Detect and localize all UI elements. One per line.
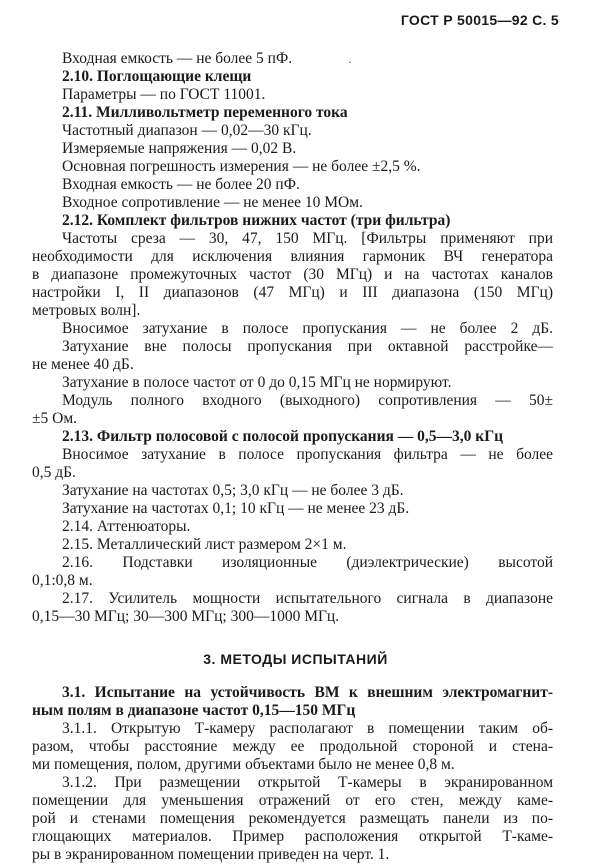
text-line: 2.14. Аттенюаторы.	[62, 518, 191, 535]
text-line: Частоты среза — 30, 47, 150 МГц. [Фильтры применяют при	[62, 230, 553, 247]
text-line: Вносимое затухание в полосе пропускания — не более 2 дБ.	[62, 320, 553, 337]
text-line: 3.1.2. При размещении открытой Т-камеры в экранированном	[62, 774, 553, 791]
text-line: Вносимое затухание в полосе пропускания фильтра — не более	[62, 446, 553, 463]
text-line: 3.1.1. Открытую Т-камеру располагают в помещении таким об-	[62, 720, 553, 737]
text-line: разом, чтобы расстояние между ее продольной стороной и стена-	[32, 738, 553, 755]
text-line: Входная емкость — не более 20 пФ.	[62, 176, 300, 193]
text-line: Затухание на частотах 0,1; 10 кГц — не менее 23 дБ.	[62, 500, 410, 517]
text-line: Основная погрешность измерения — не более ±2,5 %.	[62, 158, 421, 175]
text-line: 0,15—30 МГц; 30—300 МГц; 300—1000 МГц.	[32, 608, 340, 625]
page-header: ГОСТ Р 50015—92 С. 5	[400, 12, 559, 28]
text-line: Параметры — по ГОСТ 11001.	[62, 86, 266, 103]
text-line: Входная емкость — не более 5 пФ.	[62, 50, 293, 67]
text-line: Затухание вне полосы пропускания при октавной расстройке—	[62, 338, 553, 355]
text-line: ±5 Ом.	[32, 410, 78, 427]
text-line: Входное сопротивление — не менее 10 МОм.	[62, 194, 363, 211]
section-heading: 2.11. Милливольтметр переменного тока	[62, 104, 348, 121]
text-line: настройки I, II диапазонов (47 МГц) и III диапазона (150 МГц)	[32, 284, 553, 301]
subsection-heading: 3.1. Испытание на устойчивость ВМ к внешним электромагнит-	[62, 684, 553, 701]
text-line: Затухание в полосе частот от 0 до 0,15 МГц не нормируют.	[62, 374, 452, 391]
text-line: 2.17. Усилитель мощности испытательного сигнала в диапазоне	[62, 590, 553, 607]
section-heading: 2.12. Комплект фильтров нижних частот (три фильтра)	[62, 212, 451, 229]
text-line: ры в экранированном помещении приведен на черт. 1.	[32, 846, 390, 863]
speck-mark: ·	[348, 55, 352, 69]
text-line: в диапазоне промежуточных частот (30 МГц) и на частотах каналов	[32, 266, 553, 283]
text-line: ми помещения, полом, другими объектами было не менее 0,8 м.	[32, 756, 455, 773]
text-line: 0,5 дБ.	[32, 464, 76, 481]
text-line: метровых волн].	[32, 302, 141, 319]
text-line: 0,1:0,8 м.	[32, 572, 93, 589]
subsection-heading: ным полям в диапазоне частот 0,15—150 МГц	[32, 702, 356, 719]
text-line: 2.15. Металлический лист размером 2×1 м.	[62, 536, 347, 553]
text-line: Измеряемые напряжения — 0,02 В.	[62, 140, 297, 157]
text-line: не менее 40 дБ.	[32, 356, 134, 373]
text-line: 2.16. Подставки изоляционные (диэлектрические) высотой	[62, 554, 553, 571]
section-title: 3. МЕТОДЫ ИСПЫТАНИЙ	[203, 651, 388, 667]
text-line: Частотный диапазон — 0,02—30 кГц.	[62, 122, 312, 139]
text-line: необходимости для исключения влияния гармоник ВЧ генератора	[32, 248, 553, 265]
section-heading: 2.10. Поглощающие клещи	[62, 68, 252, 85]
text-line: помещении для уменьшения отражений от его стен, между каме-	[32, 792, 553, 809]
section-heading: 2.13. Фильтр полосовой с полосой пропускания — 0,5—3,0 кГц	[62, 428, 503, 445]
text-line: рой и стенами помещения рекомендуется размещать панели из по-	[32, 810, 553, 827]
text-line: Затухание на частотах 0,5; 3,0 кГц — не более 3 дБ.	[62, 482, 404, 499]
text-line: глощающих материалов. Пример расположения открытой Т-каме-	[32, 828, 553, 845]
text-line: Модуль полного входного (выходного) сопротивления — 50±	[62, 392, 553, 409]
